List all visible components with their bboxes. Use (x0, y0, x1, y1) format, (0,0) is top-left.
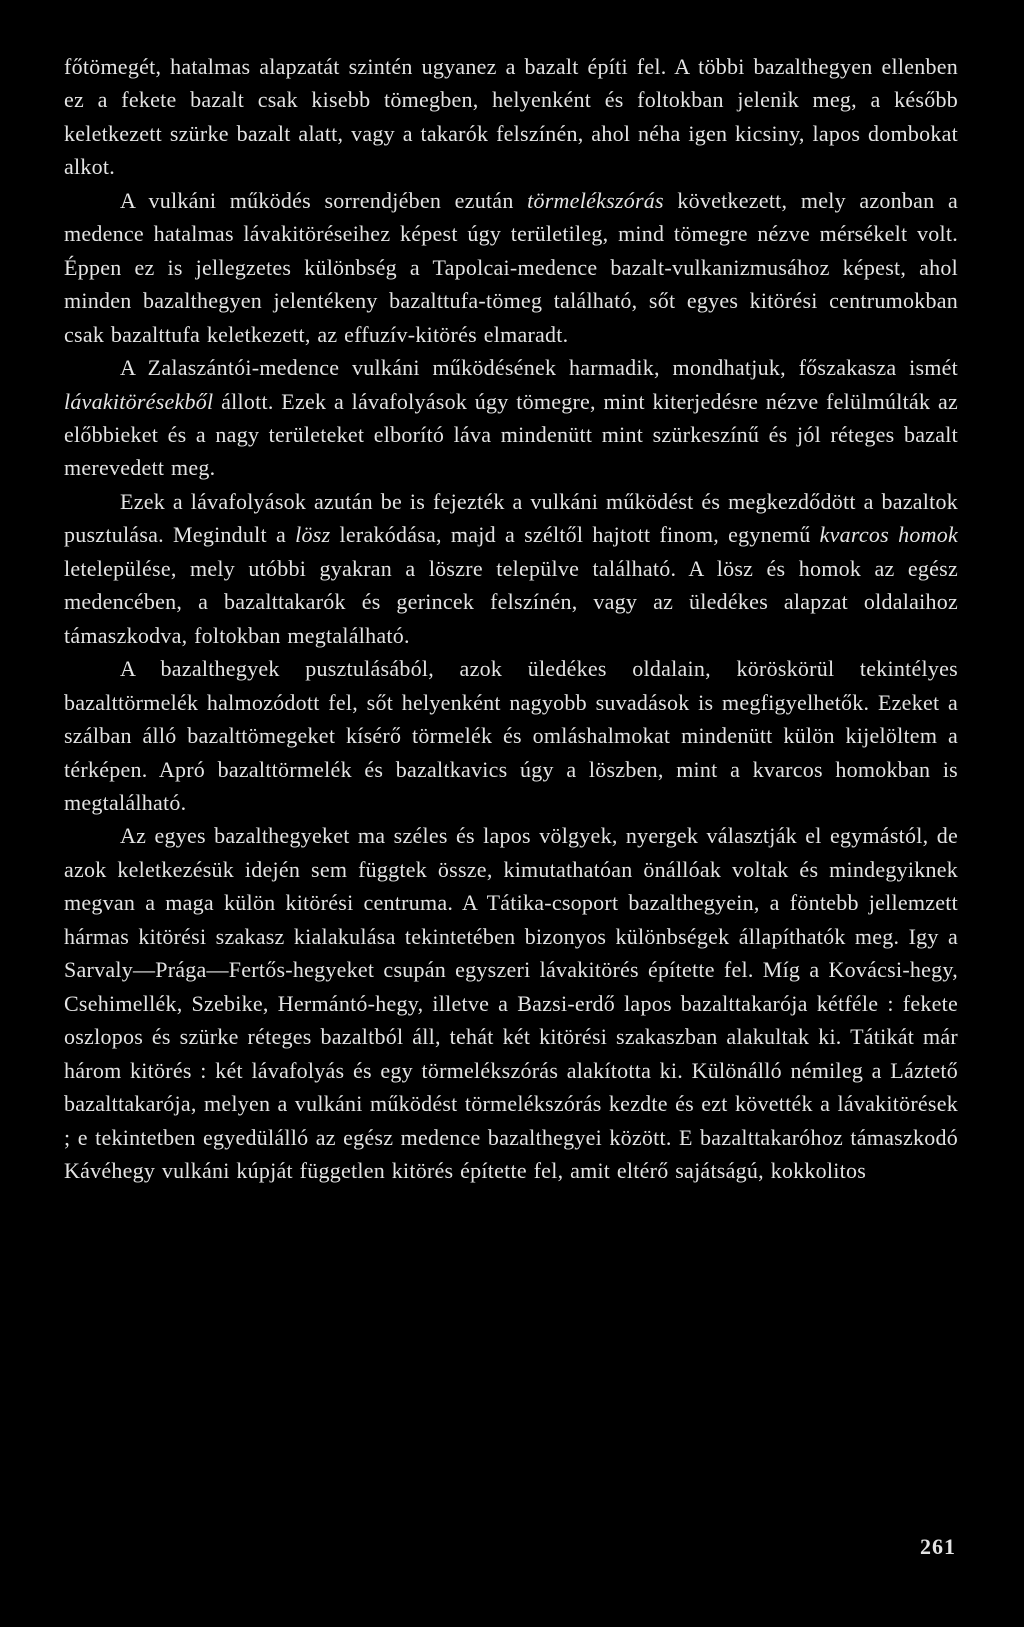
text-run: következett, mely azonban a medence hatalmas lávakitöréseihez képest úgy területileg, mind tömegre nézve mérsékelt volt. Éppen ez is jellegzetes különbség a Tapolcai-medence bazalt-vulkanizmusához képest, ahol minden bazalthegyen jelentékeny bazalttufa-tömeg található, sőt egyes kitörési centrumokban csak bazalttufa keletkezett, az effuzív-kitörés elmaradt. (64, 187, 958, 347)
text-run: A Zalaszántói-medence vulkáni működésének harmadik, mondhatjuk, főszakasza ismét (120, 355, 958, 381)
italic-term: kvarcos homok (819, 522, 958, 548)
text-run: főtömegét, hatalmas alapzatát szintén ugyanez a bazalt építi fel. A többi bazalthegyen ellenben ez a fekete bazalt csak kisebb tömegben, helyenként és foltokban jelenik meg, a később keletkezett szürke bazalt alatt, vagy a takarók felszínén, ahol néha igen kicsiny, lapos dombokat alkot. (64, 54, 958, 180)
text-run: letelepülése, mely utóbbi gyakran a löszre települve található. A lösz és homok az egész medencében, a bazalttakarók és gerincek felszínén, vagy az üledékes alapzat oldalaihoz támaszkodva, foltokban megtalálható. (64, 555, 958, 648)
text-run: állott. Ezek a lávafolyások úgy tömegre, mint kiterjedésre nézve felülmúlták az előbbieket és a nagy területeket elborító láva mindenütt mint szürkeszínű és jól réteges bazalt merevedett meg. (64, 388, 958, 481)
text-run: A bazalthegyek pusztulásából, azok üledékes oldalain, köröskörül tekintélyes bazalttörmelék halmozódott fel, sőt helyenként nagyobb suvadások is megfigyelhetők. Ezeket a szálban álló bazalttömegeket kísérő törmelék és omláshalmokat mindenütt külön kijelöltem a térképen. Apró bazalttörmelék és bazaltkavics úgy a löszben, mint a kvarcos homokban is megtalálható. (64, 656, 958, 815)
paragraph-2 (64, 184, 958, 351)
italic-term: törmelékszórás (527, 187, 664, 213)
text-run: lerakódása, majd a széltől hajtott finom, egynemű (330, 522, 820, 548)
text-run: A vulkáni működés sorrendjében ezután (120, 187, 528, 213)
document-page (64, 50, 958, 1187)
paragraph-1 (64, 50, 958, 184)
italic-term: lösz (295, 522, 331, 548)
paragraph-4 (64, 485, 958, 652)
text-run: Ezek a lávafolyások azután be is fejezték a vulkáni működést és megkezdődött a bazaltok pusztulása. Megindult a (64, 488, 958, 548)
text-run: Az egyes bazalthegyeket ma széles és lapos völgyek, nyergek választják el egymástól, de azok keletkezésük idején sem függtek össze, kimutathatóan önállóak voltak és mindegyiknek megvan a maga külön kitörési centruma. A Tátika-csoport bazalthegyein, a föntebb jellemzett hármas kitörési szakasz kialakulása tekintetében bizonyos különbségek állapíthatók meg. Igy a Sarvaly—Prága—Fertős-hegyeket csupán egyszeri lávakitörés építette fel. Míg a Kovácsi-hegy, Csehimellék, Szebike, Hermántó-hegy, illetve a Bazsi-erdő lapos bazalttakarója kétféle : fekete oszlopos és szürke réteges bazaltból áll, tehát két kitörési szakaszban alakultak ki. Tátikát már három kitörés : két lávafolyás és egy törmelékszórás alakította ki. Különálló némileg a Láztető bazalttakarója, melyen a vulkáni működést törmelékszórás kezdte és ezt követték a lávakitörések ; e tekintetben egyedülálló az egész medence bazalthegyei között. E bazalttakaróhoz támaszkodó Kávéhegy vulkáni kúpját független kitörés építette fel, amit eltérő sajátságú, kokkolitos (64, 823, 958, 1183)
paragraph-6 (64, 819, 958, 1187)
italic-term: lávakitörésekből (64, 388, 214, 414)
paragraph-5 (64, 652, 958, 819)
page-number: 261 (920, 1534, 956, 1559)
paragraph-3 (64, 351, 958, 485)
